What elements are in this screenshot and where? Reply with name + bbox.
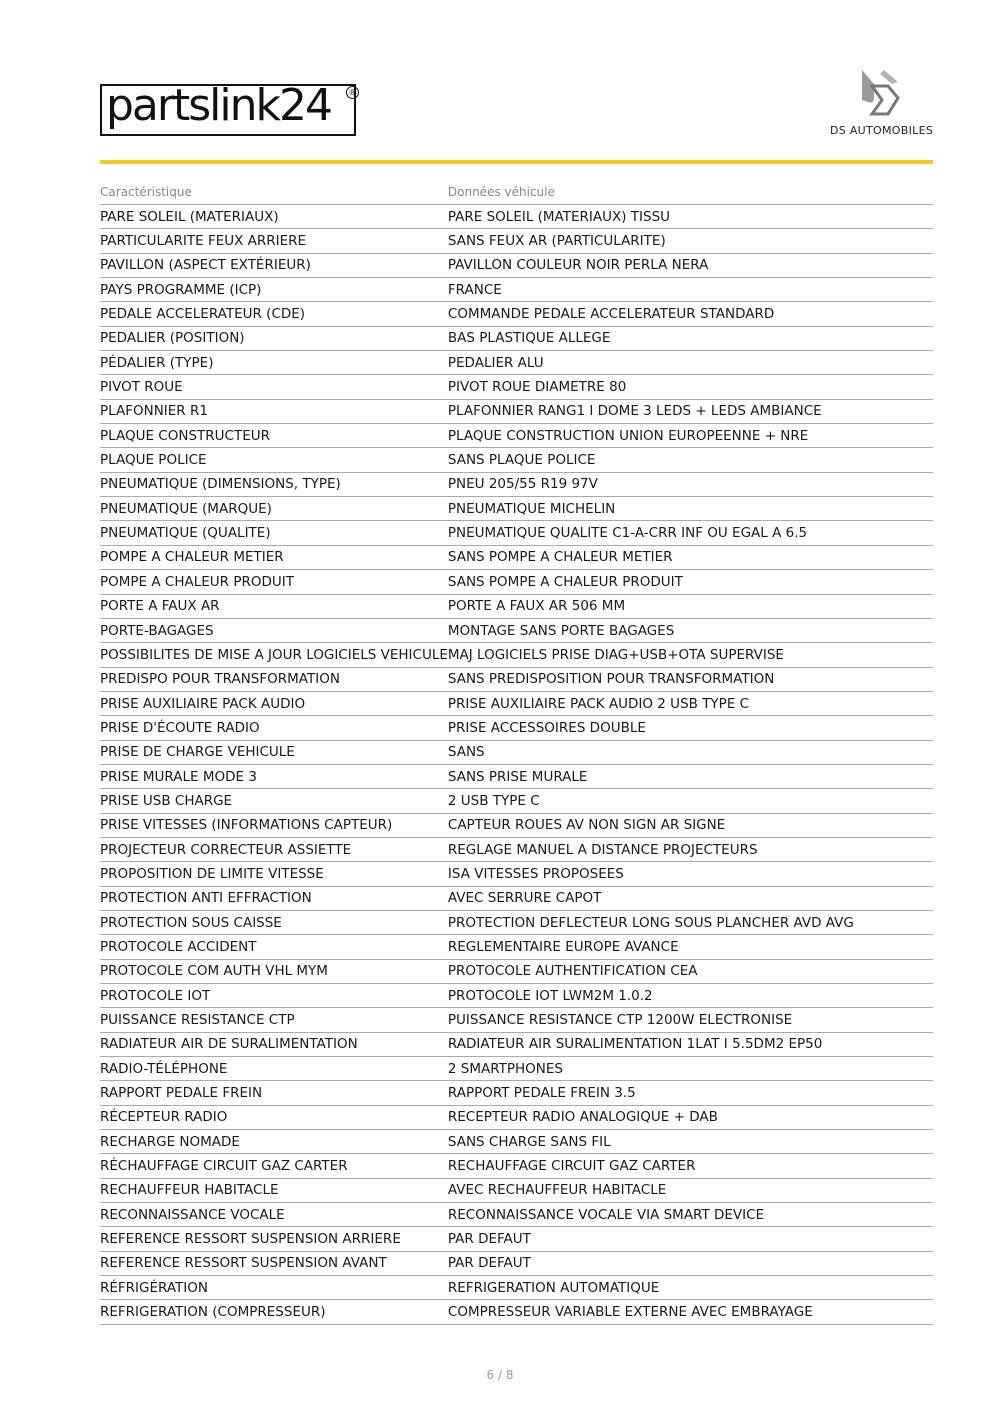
vehicle-data-cell: RECEPTEUR RADIO ANALOGIQUE + DAB xyxy=(448,1105,933,1129)
characteristic-cell: RECONNAISSANCE VOCALE xyxy=(100,1203,448,1227)
table-row xyxy=(100,399,933,423)
vehicle-data-cell: 2 SMARTPHONES xyxy=(448,1057,933,1081)
characteristic-cell: REFRIGERATION (COMPRESSEUR) xyxy=(100,1300,448,1324)
table-row xyxy=(100,716,933,740)
header-divider xyxy=(100,160,933,164)
table-row xyxy=(100,984,933,1008)
table-row xyxy=(100,740,933,764)
characteristic-cell: PNEUMATIQUE (MARQUE) xyxy=(100,497,448,521)
table-row xyxy=(100,1300,933,1324)
characteristic-cell: POMPE A CHALEUR METIER xyxy=(100,545,448,569)
vehicle-data-cell: RECONNAISSANCE VOCALE VIA SMART DEVICE xyxy=(448,1203,933,1227)
table-header-row xyxy=(100,180,933,205)
table-row xyxy=(100,789,933,813)
table-row xyxy=(100,618,933,642)
characteristic-cell: PRISE AUXILIAIRE PACK AUDIO xyxy=(100,691,448,715)
characteristic-cell: PUISSANCE RESISTANCE CTP xyxy=(100,1008,448,1032)
column-header-characteristic: Caractéristique xyxy=(100,180,448,205)
characteristic-cell: RÉCEPTEUR RADIO xyxy=(100,1105,448,1129)
characteristic-cell: REFERENCE RESSORT SUSPENSION AVANT xyxy=(100,1251,448,1275)
logo-text: partslink24 xyxy=(106,80,331,131)
table-row xyxy=(100,1203,933,1227)
partslink24-logo xyxy=(100,80,356,136)
vehicle-data-cell: AVEC SERRURE CAPOT xyxy=(448,886,933,910)
table-row xyxy=(100,424,933,448)
table-row xyxy=(100,1057,933,1081)
vehicle-data-cell: PIVOT ROUE DIAMETRE 80 xyxy=(448,375,933,399)
vehicle-data-cell: FRANCE xyxy=(448,278,933,302)
vehicle-data-cell: PAR DEFAUT xyxy=(448,1227,933,1251)
table-row xyxy=(100,472,933,496)
vehicle-data-cell: PAR DEFAUT xyxy=(448,1251,933,1275)
characteristic-cell: PRISE VITESSES (INFORMATIONS CAPTEUR) xyxy=(100,813,448,837)
characteristic-cell: PLAQUE POLICE xyxy=(100,448,448,472)
vehicle-data-cell: SANS CHARGE SANS FIL xyxy=(448,1130,933,1154)
vehicle-data-cell: RAPPORT PEDALE FREIN 3.5 xyxy=(448,1081,933,1105)
table-row xyxy=(100,813,933,837)
characteristic-cell: PNEUMATIQUE (DIMENSIONS, TYPE) xyxy=(100,472,448,496)
characteristic-cell: RADIO-TÉLÉPHONE xyxy=(100,1057,448,1081)
vehicle-data-cell: PLAQUE CONSTRUCTION UNION EUROPEENNE + NRE xyxy=(448,424,933,448)
vehicle-data-cell: SANS FEUX AR (PARTICULARITE) xyxy=(448,229,933,253)
characteristic-cell: RAPPORT PEDALE FREIN xyxy=(100,1081,448,1105)
characteristic-cell: PROTOCOLE IOT xyxy=(100,984,448,1008)
characteristic-cell: PLAQUE CONSTRUCTEUR xyxy=(100,424,448,448)
table-row xyxy=(100,448,933,472)
vehicle-data-cell: SANS PREDISPOSITION POUR TRANSFORMATION xyxy=(448,667,933,691)
vehicle-data-cell: SANS POMPE A CHALEUR PRODUIT xyxy=(448,570,933,594)
vehicle-data-cell: PNEUMATIQUE QUALITE C1-A-CRR INF OU EGAL A 6.5 xyxy=(448,521,933,545)
vehicle-data-cell: RECHAUFFAGE CIRCUIT GAZ CARTER xyxy=(448,1154,933,1178)
table-row xyxy=(100,278,933,302)
table-row xyxy=(100,910,933,934)
vehicle-data-cell: REFRIGERATION AUTOMATIQUE xyxy=(448,1276,933,1300)
table-row xyxy=(100,1251,933,1275)
vehicle-data-cell: PNEU 205/55 R19 97V xyxy=(448,472,933,496)
vehicle-data-cell: PEDALIER ALU xyxy=(448,351,933,375)
characteristic-cell: PROTECTION ANTI EFFRACTION xyxy=(100,886,448,910)
characteristic-cell: RÉCHAUFFAGE CIRCUIT GAZ CARTER xyxy=(100,1154,448,1178)
brand-label: DS AUTOMOBILES xyxy=(830,124,934,137)
table-row xyxy=(100,837,933,861)
table-row xyxy=(100,1008,933,1032)
characteristic-cell: RÉFRIGÉRATION xyxy=(100,1276,448,1300)
vehicle-data-cell: SANS PRISE MURALE xyxy=(448,764,933,788)
table-row xyxy=(100,1130,933,1154)
vehicle-data-cell: MAJ LOGICIELS PRISE DIAG+USB+OTA SUPERVISE xyxy=(448,643,933,667)
characteristic-cell: PROTOCOLE COM AUTH VHL MYM xyxy=(100,959,448,983)
page-number: 6 / 8 xyxy=(486,1368,514,1382)
characteristic-cell: POMPE A CHALEUR PRODUIT xyxy=(100,570,448,594)
vehicle-data-cell: REGLAGE MANUEL A DISTANCE PROJECTEURS xyxy=(448,837,933,861)
table-row xyxy=(100,1276,933,1300)
table-row xyxy=(100,667,933,691)
table-row xyxy=(100,1154,933,1178)
ds-automobiles-logo-icon xyxy=(858,68,902,120)
characteristic-cell: RADIATEUR AIR DE SURALIMENTATION xyxy=(100,1032,448,1056)
ds-automobiles-brand xyxy=(830,68,934,138)
vehicle-data-cell: PAVILLON COULEUR NOIR PERLA NERA xyxy=(448,253,933,277)
characteristic-cell: PRISE DE CHARGE VEHICULE xyxy=(100,740,448,764)
registered-mark: ® xyxy=(346,86,359,99)
characteristic-cell: RECHARGE NOMADE xyxy=(100,1130,448,1154)
characteristic-cell: PARE SOLEIL (MATERIAUX) xyxy=(100,205,448,229)
vehicle-data-cell: CAPTEUR ROUES AV NON SIGN AR SIGNE xyxy=(448,813,933,837)
table-row xyxy=(100,545,933,569)
characteristic-cell: PRISE USB CHARGE xyxy=(100,789,448,813)
characteristic-cell: PRISE MURALE MODE 3 xyxy=(100,764,448,788)
vehicle-data-cell: PORTE A FAUX AR 506 MM xyxy=(448,594,933,618)
table-row xyxy=(100,570,933,594)
vehicle-data-cell: SANS xyxy=(448,740,933,764)
table-row xyxy=(100,497,933,521)
vehicle-data-cell: PRISE ACCESSOIRES DOUBLE xyxy=(448,716,933,740)
vehicle-data-cell: PROTECTION DEFLECTEUR LONG SOUS PLANCHER AVD AVG xyxy=(448,910,933,934)
table-row xyxy=(100,229,933,253)
characteristic-cell: RECHAUFFEUR HABITACLE xyxy=(100,1178,448,1202)
vehicle-data-cell: PROTOCOLE AUTHENTIFICATION CEA xyxy=(448,959,933,983)
characteristic-cell: PROTOCOLE ACCIDENT xyxy=(100,935,448,959)
table-row xyxy=(100,959,933,983)
table-row xyxy=(100,691,933,715)
vehicle-data-cell: AVEC RECHAUFFEUR HABITACLE xyxy=(448,1178,933,1202)
characteristic-cell: PEDALE ACCELERATEUR (CDE) xyxy=(100,302,448,326)
characteristic-cell: PEDALIER (POSITION) xyxy=(100,326,448,350)
table-row xyxy=(100,521,933,545)
vehicle-data-cell: PROTOCOLE IOT LWM2M 1.0.2 xyxy=(448,984,933,1008)
characteristic-cell: PROJECTEUR CORRECTEUR ASSIETTE xyxy=(100,837,448,861)
table-row xyxy=(100,1105,933,1129)
column-header-vehicle-data: Données véhicule xyxy=(448,180,933,205)
table-row xyxy=(100,375,933,399)
table-row xyxy=(100,1081,933,1105)
table-row xyxy=(100,1227,933,1251)
vehicle-data-cell: COMPRESSEUR VARIABLE EXTERNE AVEC EMBRAYAGE xyxy=(448,1300,933,1324)
table-row xyxy=(100,935,933,959)
characteristic-cell: PRISE D'ÉCOUTE RADIO xyxy=(100,716,448,740)
vehicle-data-cell: PRISE AUXILIAIRE PACK AUDIO 2 USB TYPE C xyxy=(448,691,933,715)
table-row xyxy=(100,1178,933,1202)
characteristic-cell: PORTE A FAUX AR xyxy=(100,594,448,618)
characteristic-cell: REFERENCE RESSORT SUSPENSION ARRIERE xyxy=(100,1227,448,1251)
vehicle-data-cell: SANS POMPE A CHALEUR METIER xyxy=(448,545,933,569)
vehicle-data-cell: RADIATEUR AIR SURALIMENTATION 1LAT I 5.5DM2 EP50 xyxy=(448,1032,933,1056)
characteristic-cell: PNEUMATIQUE (QUALITE) xyxy=(100,521,448,545)
table-row xyxy=(100,764,933,788)
characteristic-cell: PÉDALIER (TYPE) xyxy=(100,351,448,375)
vehicle-data-cell: PARE SOLEIL (MATERIAUX) TISSU xyxy=(448,205,933,229)
table-row xyxy=(100,326,933,350)
vehicle-data-cell: PLAFONNIER RANG1 I DOME 3 LEDS + LEDS AMBIANCE xyxy=(448,399,933,423)
table-row xyxy=(100,1032,933,1056)
characteristic-cell: PREDISPO POUR TRANSFORMATION xyxy=(100,667,448,691)
vehicle-data-cell: PNEUMATIQUE MICHELIN xyxy=(448,497,933,521)
table-row xyxy=(100,302,933,326)
vehicle-data-cell: SANS PLAQUE POLICE xyxy=(448,448,933,472)
characteristic-cell: PAVILLON (ASPECT EXTÉRIEUR) xyxy=(100,253,448,277)
vehicle-data-cell: PUISSANCE RESISTANCE CTP 1200W ELECTRONISE xyxy=(448,1008,933,1032)
characteristic-cell: PARTICULARITE FEUX ARRIERE xyxy=(100,229,448,253)
vehicle-data-cell: MONTAGE SANS PORTE BAGAGES xyxy=(448,618,933,642)
characteristic-cell: PROPOSITION DE LIMITE VITESSE xyxy=(100,862,448,886)
vehicle-data-cell: ISA VITESSES PROPOSEES xyxy=(448,862,933,886)
characteristic-cell: PIVOT ROUE xyxy=(100,375,448,399)
table-row xyxy=(100,253,933,277)
table-row xyxy=(100,205,933,229)
table-row xyxy=(100,862,933,886)
characteristic-cell: PORTE-BAGAGES xyxy=(100,618,448,642)
vehicle-spec-table xyxy=(100,180,933,1325)
table-body xyxy=(100,205,933,1325)
vehicle-data-cell: COMMANDE PEDALE ACCELERATEUR STANDARD xyxy=(448,302,933,326)
table-row xyxy=(100,594,933,618)
characteristic-cell: PROTECTION SOUS CAISSE xyxy=(100,910,448,934)
vehicle-data-cell: REGLEMENTAIRE EUROPE AVANCE xyxy=(448,935,933,959)
characteristic-cell: PAYS PROGRAMME (ICP) xyxy=(100,278,448,302)
table-row xyxy=(100,643,933,667)
characteristic-cell: PLAFONNIER R1 xyxy=(100,399,448,423)
vehicle-data-cell: 2 USB TYPE C xyxy=(448,789,933,813)
vehicle-data-cell: BAS PLASTIQUE ALLEGE xyxy=(448,326,933,350)
table-row xyxy=(100,886,933,910)
characteristic-cell: POSSIBILITES DE MISE A JOUR LOGICIELS VEHICULE xyxy=(100,643,448,667)
table-row xyxy=(100,351,933,375)
